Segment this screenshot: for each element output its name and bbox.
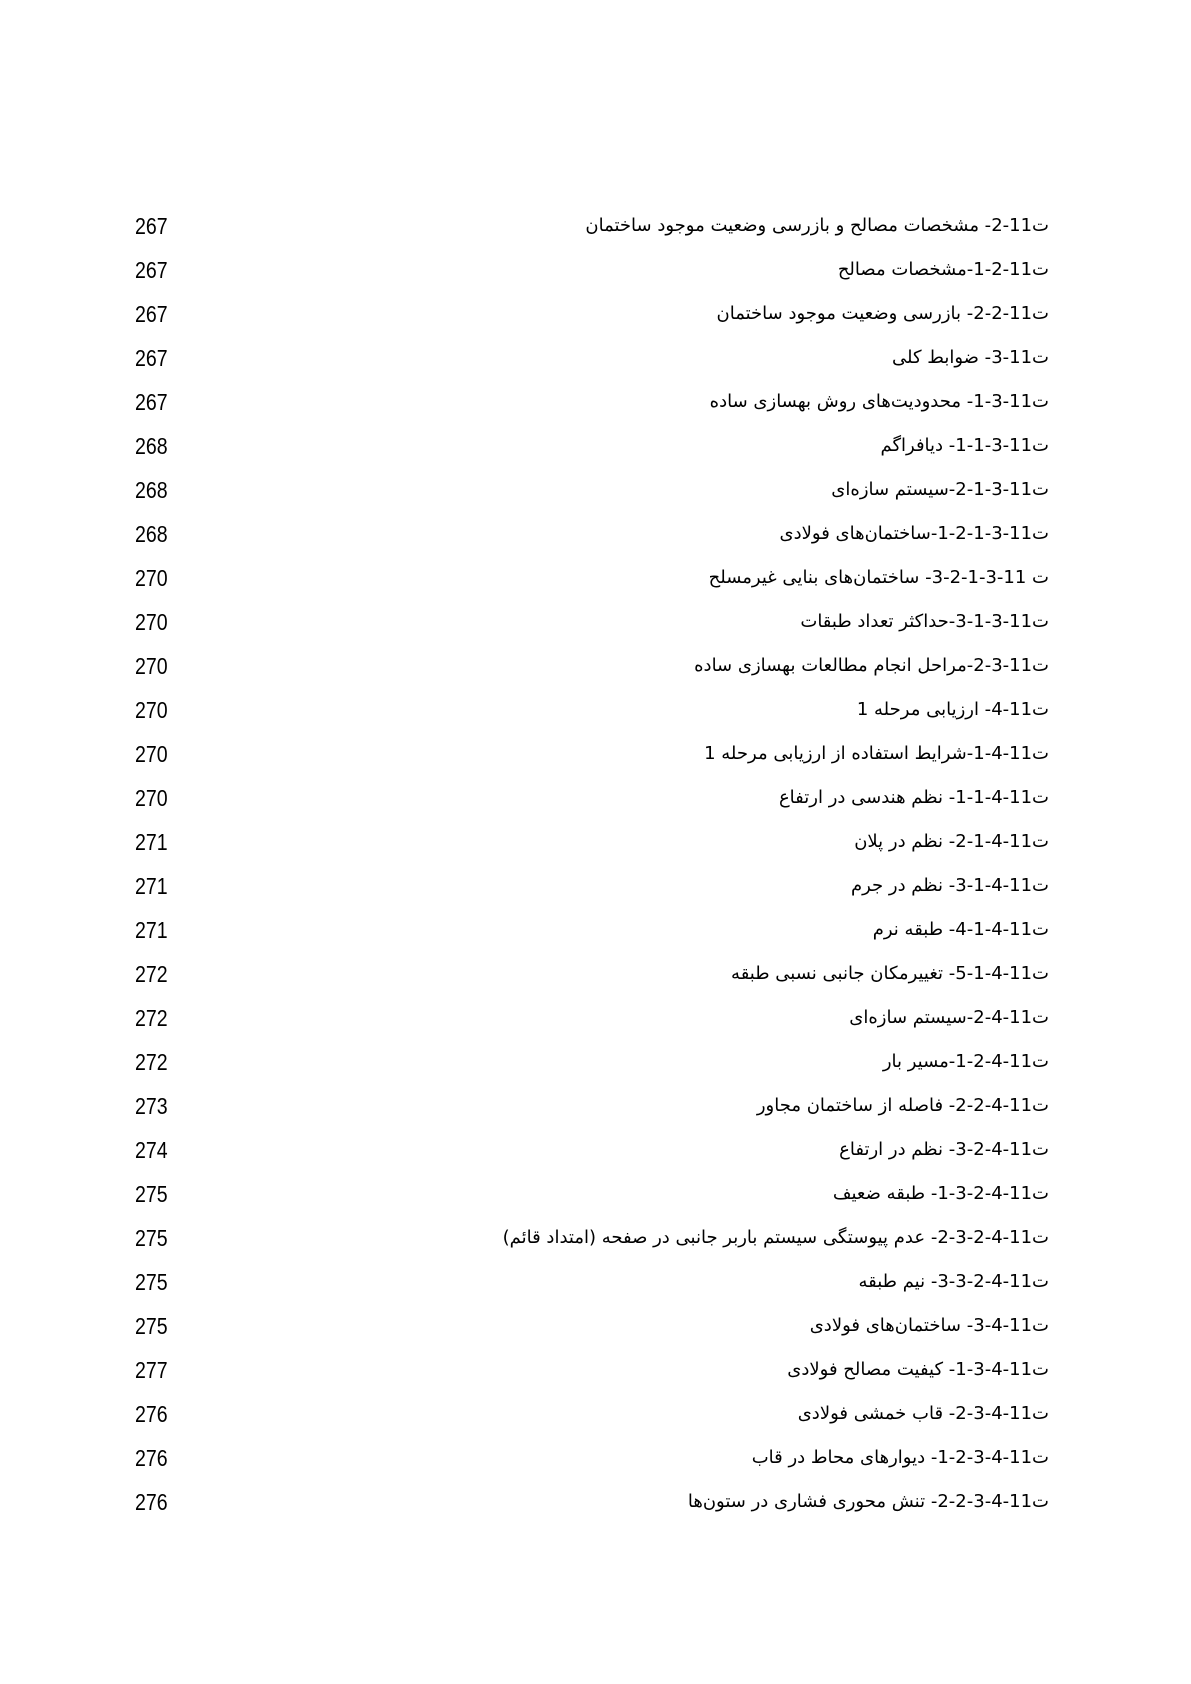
toc-entry[interactable] <box>0 1401 1191 1445</box>
toc-entry-page-number: 267 <box>135 301 168 327</box>
toc-entry[interactable] <box>0 1181 1191 1225</box>
toc-entry[interactable] <box>0 521 1191 565</box>
toc-entry-title: ت 11-3-1-2-3- ساختمان‌های بنایی غیرمسلح <box>708 567 1049 588</box>
toc-entry-page-number: 275 <box>135 1181 168 1207</box>
toc-entry-page-number: 272 <box>135 1005 168 1031</box>
toc-entry-title: ت11-4-2-3-1- طبقه ضعیف <box>832 1183 1049 1204</box>
toc-entry-title: ت11-4-1-5- تغییرمکان جانبی نسبی طبقه <box>731 963 1049 984</box>
toc-entry[interactable] <box>0 741 1191 785</box>
toc-entry-page-number: 277 <box>135 1357 168 1383</box>
toc-entry-title: ت11-4-2-2- فاصله از ساختمان مجاور <box>756 1095 1049 1116</box>
toc-entry-title: ت11-4-2-سیستم سازه‌ای <box>849 1007 1049 1028</box>
toc-entry-page-number: 270 <box>135 741 168 767</box>
toc-entry-page-number: 270 <box>135 609 168 635</box>
toc-entry-page-number: 272 <box>135 1049 168 1075</box>
toc-entry[interactable] <box>0 1049 1191 1093</box>
toc-entry[interactable] <box>0 1445 1191 1489</box>
toc-entry-page-number: 267 <box>135 213 168 239</box>
toc-entry[interactable] <box>0 697 1191 741</box>
toc-entry-title: ت11-2- مشخصات مصالح و بازرسی وضعیت موجود ساختمان <box>585 215 1049 236</box>
toc-entry-title: ت11-4-1-2- نظم در پلان <box>854 831 1049 852</box>
toc-entry-page-number: 270 <box>135 653 168 679</box>
toc-entry[interactable] <box>0 609 1191 653</box>
table-of-contents <box>0 213 1191 1533</box>
toc-entry[interactable] <box>0 565 1191 609</box>
toc-entry-title: ت11-3-2-مراحل انجام مطالعات بهسازی ساده <box>694 655 1049 676</box>
toc-entry[interactable] <box>0 257 1191 301</box>
toc-entry-title: ت11-3-1-3-حداکثر تعداد طبقات <box>800 611 1049 632</box>
toc-entry-page-number: 275 <box>135 1225 168 1251</box>
toc-entry[interactable] <box>0 961 1191 1005</box>
toc-entry[interactable] <box>0 917 1191 961</box>
toc-entry-title: ت11-2-2- بازرسی وضعیت موجود ساختمان <box>716 303 1049 324</box>
toc-entry-page-number: 267 <box>135 257 168 283</box>
toc-entry[interactable] <box>0 1269 1191 1313</box>
toc-entry-page-number: 276 <box>135 1445 168 1471</box>
toc-entry[interactable] <box>0 345 1191 389</box>
toc-entry-page-number: 268 <box>135 521 168 547</box>
toc-entry[interactable] <box>0 433 1191 477</box>
toc-entry-title: ت11-3- ضوابط کلی <box>892 347 1049 368</box>
toc-entry[interactable] <box>0 1357 1191 1401</box>
toc-entry-title: ت11-3-1-1- دیافراگم <box>880 435 1049 456</box>
toc-entry-title: ت11-4-2-3-3- نیم طبقه <box>858 1271 1049 1292</box>
toc-entry-page-number: 272 <box>135 961 168 987</box>
toc-entry-page-number: 274 <box>135 1137 168 1163</box>
toc-entry-title: ت11-4-2-3- نظم در ارتفاع <box>839 1139 1049 1160</box>
toc-entry-title: ت11-3-1-2-1-ساختمان‌های فولادی <box>779 523 1049 544</box>
toc-entry-title: ت11-4-2-1-مسیر بار <box>882 1051 1049 1072</box>
toc-entry-page-number: 271 <box>135 829 168 855</box>
toc-entry-page-number: 273 <box>135 1093 168 1119</box>
toc-entry-title: ت11-2-1-مشخصات مصالح <box>837 259 1049 280</box>
toc-entry-title: ت11-3-1-2-سیستم سازه‌ای <box>831 479 1049 500</box>
toc-entry-page-number: 267 <box>135 389 168 415</box>
toc-entry-page-number: 271 <box>135 873 168 899</box>
toc-entry-title: ت11-4-1-3- نظم در جرم <box>850 875 1049 896</box>
toc-entry[interactable] <box>0 873 1191 917</box>
toc-entry-page-number: 276 <box>135 1401 168 1427</box>
toc-entry[interactable] <box>0 785 1191 829</box>
toc-entry-page-number: 270 <box>135 697 168 723</box>
toc-entry-page-number: 271 <box>135 917 168 943</box>
toc-entry[interactable] <box>0 1225 1191 1269</box>
toc-entry-page-number: 275 <box>135 1269 168 1295</box>
toc-entry-title: ت11-4-3-2-2- تنش محوری فشاری در ستون‌ها <box>687 1491 1049 1512</box>
toc-entry-page-number: 267 <box>135 345 168 371</box>
toc-entry-page-number: 276 <box>135 1489 168 1515</box>
toc-entry-title: ت11-4-1-4- طبقه نرم <box>872 919 1049 940</box>
toc-entry-title: ت11-4-3- ساختمان‌های فولادی <box>809 1315 1049 1336</box>
toc-entry[interactable] <box>0 301 1191 345</box>
toc-entry-title: ت11-4-3-2-1- دیوارهای محاط در قاب <box>751 1447 1049 1468</box>
toc-entry[interactable] <box>0 1005 1191 1049</box>
toc-entry-page-number: 270 <box>135 565 168 591</box>
toc-entry[interactable] <box>0 1137 1191 1181</box>
toc-entry[interactable] <box>0 829 1191 873</box>
toc-entry-page-number: 270 <box>135 785 168 811</box>
toc-entry[interactable] <box>0 213 1191 257</box>
toc-entry-page-number: 268 <box>135 477 168 503</box>
toc-entry[interactable] <box>0 1313 1191 1357</box>
toc-entry-title: ت11-4-3-1- کیفیت مصالح فولادی <box>787 1359 1049 1380</box>
toc-entry[interactable] <box>0 653 1191 697</box>
toc-entry-title: ت11-4-3-2- قاب خمشی فولادی <box>797 1403 1049 1424</box>
toc-entry-title: ت11-4-2-3-2- عدم پیوستگی سیستم باربر جانبی در صفحه (امتداد قائم) <box>502 1227 1049 1248</box>
toc-entry-title: ت11-4-1-شرایط استفاده از ارزیابی مرحله 1 <box>704 743 1049 764</box>
toc-entry[interactable] <box>0 1489 1191 1533</box>
toc-entry[interactable] <box>0 1093 1191 1137</box>
toc-entry-page-number: 275 <box>135 1313 168 1339</box>
toc-entry[interactable] <box>0 477 1191 521</box>
toc-entry[interactable] <box>0 389 1191 433</box>
toc-entry-title: ت11-4-1-1- نظم هندسی در ارتفاع <box>778 787 1049 808</box>
toc-entry-page-number: 268 <box>135 433 168 459</box>
toc-entry-title: ت11-4- ارزیابی مرحله 1 <box>856 699 1049 720</box>
toc-entry-title: ت11-3-1- محدودیت‌های روش بهسازی ساده <box>709 391 1049 412</box>
